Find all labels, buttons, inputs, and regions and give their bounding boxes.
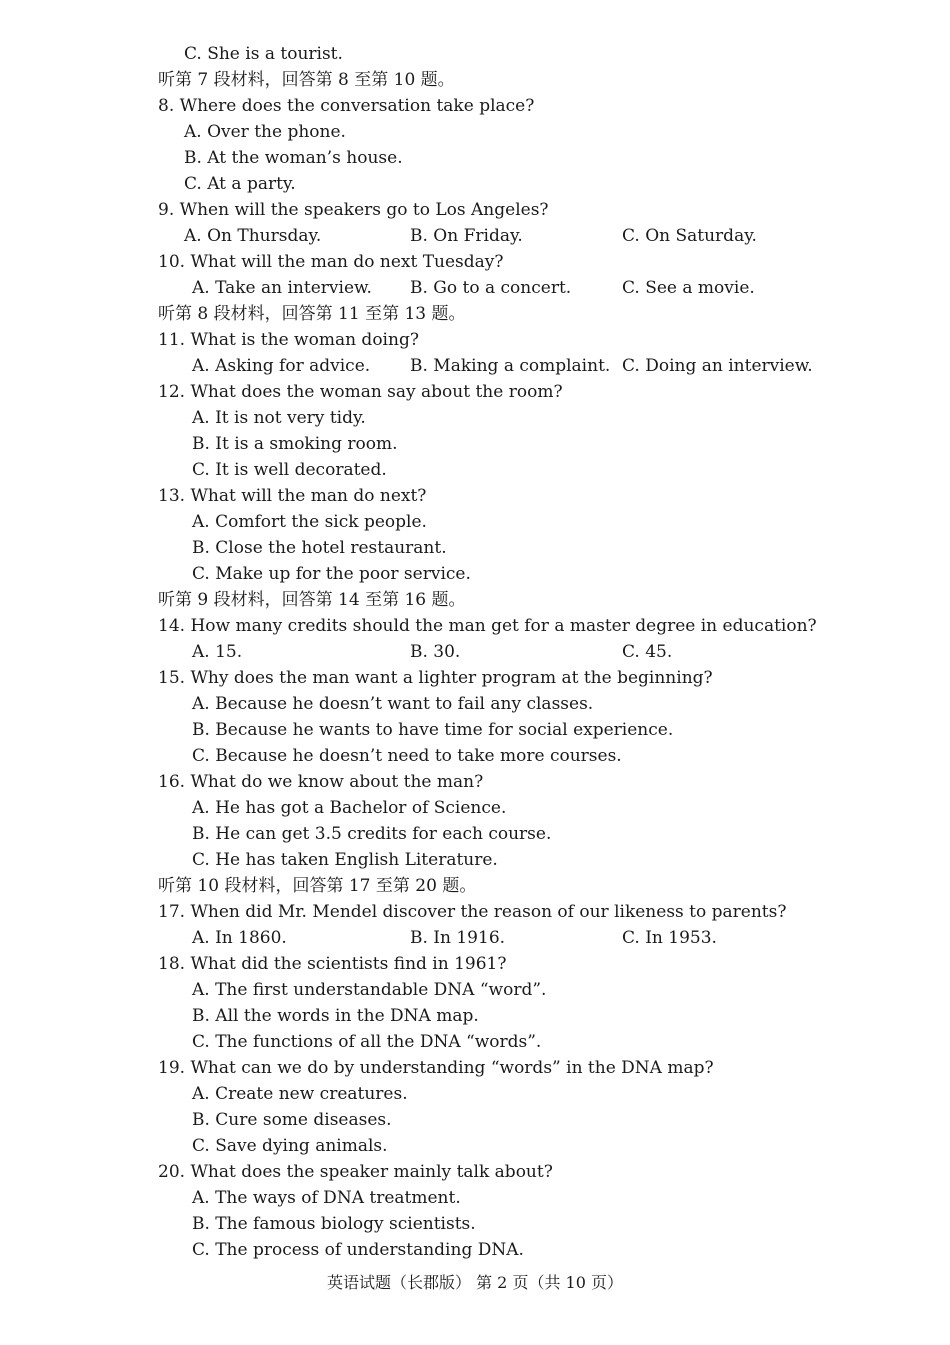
answer-option: B. The famous biology scientists.: [192, 1214, 476, 1234]
answer-option: B. On Friday.: [410, 226, 523, 246]
question-text: 17. When did Mr. Mendel discover the reason of our likeness to parents?: [158, 902, 787, 922]
answer-option: B. In 1916.: [410, 928, 506, 948]
answer-option: C. It is well decorated.: [192, 460, 387, 480]
answer-option: B. All the words in the DNA map.: [192, 1006, 479, 1026]
answer-option: C. She is a tourist.: [184, 44, 343, 64]
question-text: 12. What does the woman say about the room?: [158, 382, 563, 402]
answer-option: B. Close the hotel restaurant.: [192, 538, 447, 558]
question-text: 20. What does the speaker mainly talk about?: [158, 1162, 553, 1182]
answer-option: C. Because he doesn’t need to take more courses.: [192, 746, 622, 766]
answer-option: C. On Saturday.: [622, 226, 757, 246]
answer-option: B. Cure some diseases.: [192, 1110, 392, 1130]
answer-option: C. He has taken English Literature.: [192, 850, 498, 870]
question-text: 16. What do we know about the man?: [158, 772, 484, 792]
answer-option: B. Because he wants to have time for social experience.: [192, 720, 674, 740]
section-instruction: 听第 7 段材料，回答第 8 至第 10 题。: [158, 70, 455, 90]
answer-option: A. He has got a Bachelor of Science.: [192, 798, 507, 818]
answer-option: B. At the woman’s house.: [184, 148, 403, 168]
answer-option: C. 45.: [622, 642, 673, 662]
question-text: 13. What will the man do next?: [158, 486, 427, 506]
answer-option: B. He can get 3.5 credits for each course.: [192, 824, 552, 844]
answer-option: A. It is not very tidy.: [192, 408, 366, 428]
answer-option: A. Because he doesn’t want to fail any classes.: [192, 694, 594, 714]
answer-option: C. Make up for the poor service.: [192, 564, 471, 584]
answer-option: B. It is a smoking room.: [192, 434, 398, 454]
page-footer: 英语试题（长郡版） 第 2 页（共 10 页）: [327, 1273, 623, 1292]
answer-option: A. The first understandable DNA “word”.: [192, 980, 547, 1000]
question-text: 14. How many credits should the man get for a master degree in education?: [158, 616, 817, 636]
answer-option: A. On Thursday.: [184, 226, 322, 246]
question-text: 9. When will the speakers go to Los Angeles?: [158, 200, 549, 220]
answer-option: B. Making a complaint.: [410, 356, 611, 376]
answer-option: C. Doing an interview.: [622, 356, 813, 376]
question-text: 8. Where does the conversation take place?: [158, 96, 535, 116]
section-instruction: 听第 9 段材料，回答第 14 至第 16 题。: [158, 590, 466, 610]
answer-option: B. 30.: [410, 642, 461, 662]
answer-option: A. Asking for advice.: [192, 356, 371, 376]
answer-option: C. The functions of all the DNA “words”.: [192, 1032, 542, 1052]
answer-option: C. The process of understanding DNA.: [192, 1240, 524, 1260]
answer-option: A. The ways of DNA treatment.: [192, 1188, 461, 1208]
answer-option: B. Go to a concert.: [410, 278, 572, 298]
question-text: 11. What is the woman doing?: [158, 330, 419, 350]
answer-option: A. In 1860.: [192, 928, 287, 948]
answer-option: A. Comfort the sick people.: [192, 512, 427, 532]
question-text: 15. Why does the man want a lighter program at the beginning?: [158, 668, 713, 688]
answer-option: C. At a party.: [184, 174, 296, 194]
answer-option: A. Over the phone.: [184, 122, 346, 142]
answer-option: A. Take an interview.: [192, 278, 372, 298]
answer-option: A. 15.: [192, 642, 243, 662]
answer-option: A. Create new creatures.: [192, 1084, 408, 1104]
question-text: 19. What can we do by understanding “words” in the DNA map?: [158, 1058, 714, 1078]
question-text: 18. What did the scientists find in 1961?: [158, 954, 507, 974]
answer-option: C. In 1953.: [622, 928, 717, 948]
section-instruction: 听第 10 段材料，回答第 17 至第 20 题。: [158, 876, 477, 896]
answer-option: C. Save dying animals.: [192, 1136, 388, 1156]
question-text: 10. What will the man do next Tuesday?: [158, 252, 504, 272]
answer-option: C. See a movie.: [622, 278, 755, 298]
section-instruction: 听第 8 段材料，回答第 11 至第 13 题。: [158, 304, 466, 324]
